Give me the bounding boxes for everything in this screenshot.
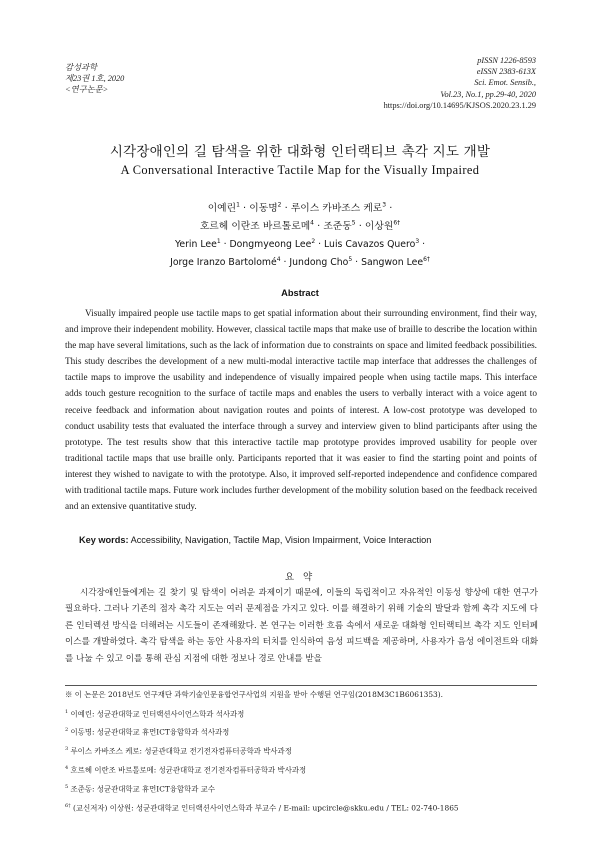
footnote-funding: ※ 이 논문은 2018년도 연구재단 과학기술인문융합연구사업의 지원을 받아 수행된 연구임(2018M3C1B6061353). (65, 690, 443, 699)
title-korean: 시각장애인의 길 탐색을 위한 대화형 인터랙티브 촉각 지도 개발 (109, 144, 491, 160)
journal-header-right (384, 55, 536, 111)
author-affil-mark: 4 (276, 256, 281, 263)
author-affil-mark: 5 (348, 256, 353, 263)
title-english: A Conversational Interactive Tactile Map for the Visually Impaired (120, 163, 480, 177)
doi-link[interactable]: https://doi.org/10.14695/KJSOS.2020.23.1.29 (383, 100, 536, 110)
abstract-body: Visually impaired people use tactile maps to get spatial information about their surrounding environment, find their way, and improve their independent mobility. However, classical tactile maps that make use of braille to describe the location within the map have several limitations, such as the lack of information due to constraints on space and limited feedback possibilities. This study describes the development of a new multi-modal interactive tactile map interface that addresses the challenges of tactile maps to improve the usability and independence of visually impaired people when using tactile maps. This interface adds touch gesture recognition to the surface of tactile maps and enables the users to verbally interact with a voice agent to receive feedback and information about navigation routes and points of interest. A low-cost prototype was developed to conduct usability tests that evaluated the interface through a survey and interview given to blind participants after using the prototype. The test results show that this interactive tactile map prototype provides improved usability for people over traditional tactile maps that use braille only. Participants reported that it was easier to find the starting point and points of interest they wished to navigate to with the prototype. Also, it improved self-reported independence and confidence compared with traditional tactile maps. Future work includes further development of the mobility solution based on the feedback received and an extensive quantitative study. (65, 309, 537, 513)
author-affil-mark: 4 (310, 219, 314, 227)
author-name: Yerin Lee (174, 239, 217, 251)
author-name: Jundong Cho (289, 257, 349, 269)
footnote-author-2: $^2$ 이동명: 성균관대학교 휴먼ICT융합학과 석사과정 (65, 727, 230, 737)
author-name: Sangwon Lee (361, 257, 424, 269)
author-affil-mark: 2 (277, 201, 282, 209)
footnote-corresponding-author: $^{6\dagger}$ (교신저자) 이상원: 성균관대학교 인터랙션사이언스학과 부교수 / E-mail: upcircle@skku.edu / TEL: 02-740-1865 (65, 803, 459, 813)
footnote-author-1: $^1$ 이예린: 성균관대학교 인터랙션사이언스학과 석사과정 (65, 708, 245, 718)
eissn: eISSN 2383-613X (476, 67, 536, 77)
author-name: 조준동 (323, 221, 352, 232)
abstract-heading: Abstract (281, 288, 319, 298)
authors-english-line-2: Jorge Iranzo Bartolomé$^4$ · Jundong Cho$^5$ · Sangwon Lee$^{6\dagger}$ (170, 256, 430, 269)
author-affil-mark: 5 (351, 219, 356, 227)
footnotes (65, 687, 545, 817)
journal-abbrev: Sci. Emot. Sensib., (474, 78, 536, 88)
author-name: 이동명 (249, 203, 278, 214)
keywords (79, 535, 431, 545)
author-affil-mark: 6† (393, 219, 401, 227)
authors-korean-line-1: 이예린$^1$ · 이동명$^2$ · 루이스 카바조스 케로$^3$ · (207, 201, 393, 214)
keywords-label: Key words: (79, 535, 129, 545)
author-affil-mark: 3 (415, 238, 420, 245)
author-name: 호르헤 이란조 바르톨로메 (199, 221, 311, 232)
author-name: 이예린 (207, 203, 237, 214)
journal-name: 감성과학 (65, 63, 98, 72)
author-affil-mark: 1 (236, 201, 240, 209)
author-name: 이상원 (364, 221, 394, 232)
article-type: <연구논문> (65, 85, 109, 94)
footnote-author-3: $^3$ 루이스 카바조스 케로: 성균관대학교 전기전자컴퓨터공학과 박사과정 (65, 746, 292, 756)
footnote-divider (65, 685, 537, 686)
journal-header-left (65, 62, 124, 95)
pissn: pISSN 1226-8593 (477, 56, 536, 65)
author-name: 루이스 카바조스 케로 (290, 203, 383, 214)
author-affil-mark: 3 (382, 201, 387, 209)
author-affil-mark: 2 (311, 238, 316, 245)
author-name: Jorge Iranzo Bartolomé (170, 257, 277, 269)
authors-korean-line-2: 호르헤 이란조 바르톨로메$^4$ · 조준동$^5$ · 이상원$^{6\dagger}$ (199, 219, 401, 232)
author-name: Luis Cavazos Quero (324, 239, 416, 251)
journal-volume: 제23권 1호, 2020 (65, 74, 125, 83)
footnote-author-4: $^4$ 호르헤 이란조 바르톨로메: 성균관대학교 전기전자컴퓨터공학과 박사과정 (65, 765, 307, 775)
author-affil-mark: 6† (423, 256, 430, 263)
author-affil-mark: 1 (216, 238, 221, 245)
author-name: Dongmyeong Lee (229, 239, 312, 251)
authors-english-line-1: Yerin Lee$^1$ · Dongmyeong Lee$^2$ · Luis Cavazos Quero$^3$ · (174, 238, 426, 251)
volume-pages: Vol.23, No.1, pp.29-40, 2020 (440, 89, 536, 99)
keywords-value: Accessibility, Navigation, Tactile Map, Vision Impairment, Voice Interaction (130, 535, 432, 545)
summary-heading: 요 약 (284, 572, 316, 583)
summary-body: 시각장애인들에게는 길 찾기 및 탐색이 어려운 과제이기 때문에, 이들의 독립적이고 자유적인 이동성 향상에 대한 연구가 필요하다. 그러나 기존의 점자 촉각 지도는 여러 문제점을 가지고 있다. 이를 해결하기 위해 기술의 발달과 함께 촉각 지도에 다른 인터렉션 방식을 더해려는 시도들이 존재해왔다. 본 연구는 이러한 흐름 속에서 새로운 대화형 인터랙티브 촉각 지도 인터페이스를 개발하였다. 촉각 탐색을 하는 동안 사용자의 터치를 인식하여 음성 피드백을 제공하며, 사용자가 음성 에이전트와 대화를 나눌 수 있고 이를 통해 관심 지점에 대한 정보나 경로 안내를 받을 (65, 588, 538, 664)
footnote-author-5: $^5$ 조준동: 성균관대학교 휴먼ICT융합학과 교수 (65, 784, 215, 794)
